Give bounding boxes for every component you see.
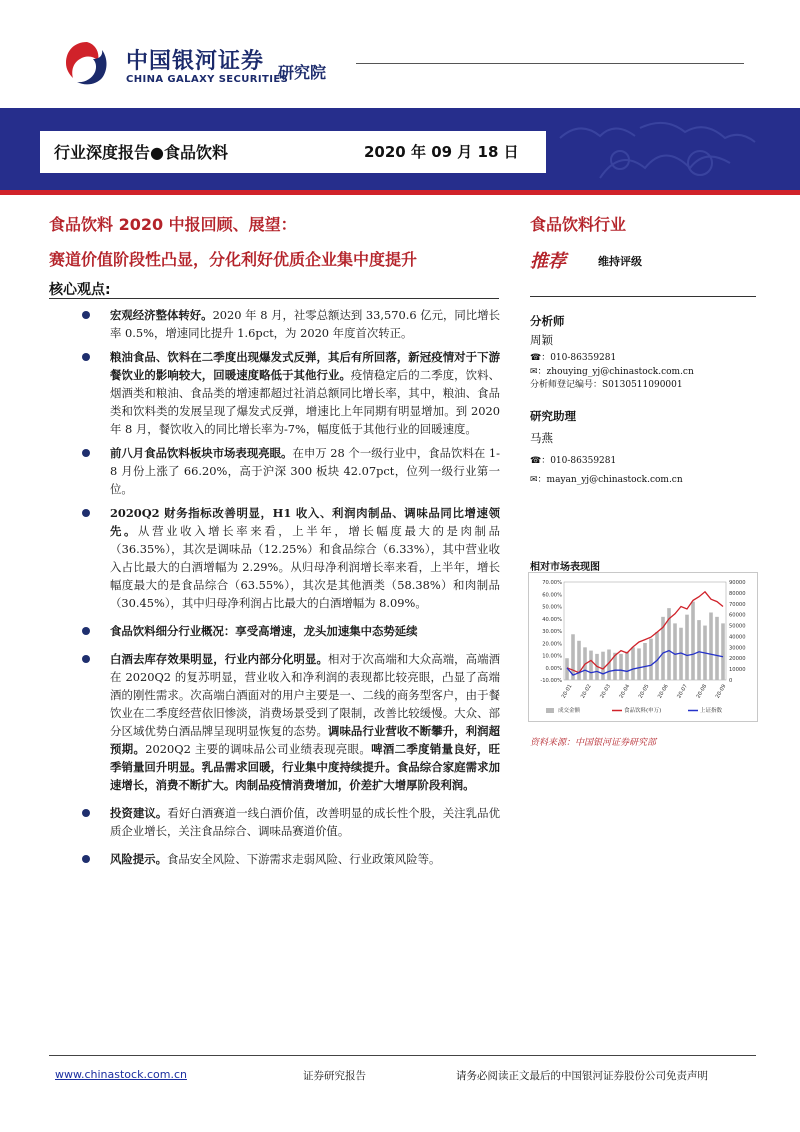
analyst-email[interactable]: ✉：zhouying_yj@chinastock.com.cn <box>530 367 694 377</box>
core-views-heading: 核心观点: <box>49 282 111 298</box>
assistant-name: 马燕 <box>530 431 553 445</box>
report-title-line2: 赛道价值阶段性凸显，分化利好优质企业集中度提升 <box>49 250 418 269</box>
bullet-lead: 白酒去库存效果明显，行业内部分化明显。 <box>110 652 328 666</box>
bullet-lead-3: 啤酒二季度销量良好，旺季销量回升明显。乳品需求回暖，行业集中度持续提升。食品综合家庭需求加速增长，消费不断扩大。肉制品疫情消费增加，价差扩大增厚阶段利润。 <box>110 742 500 792</box>
banner-red-stripe <box>0 190 800 195</box>
volume-bar <box>685 615 689 680</box>
volume-bar <box>655 632 659 680</box>
y-right-tick-label: 30000 <box>729 645 746 652</box>
y-left-tick-label: 70.00% <box>542 580 562 586</box>
bullet-item <box>76 650 500 794</box>
y-right-tick-label: 10000 <box>729 667 746 674</box>
volume-bar <box>589 651 593 680</box>
footer-disclaimer: 请务必阅读正文最后的中国银河证券股份公司免责声明 <box>456 1070 708 1082</box>
relative-performance-chart <box>528 572 758 722</box>
core-rule <box>49 298 499 299</box>
logo-cn: 中国银河证券 <box>126 49 265 74</box>
volume-bar <box>577 641 581 680</box>
volume-bar <box>631 647 635 680</box>
analyst-phone: ☎：010-86359281 <box>530 353 617 363</box>
bullet-lead: 2020Q2 财务指标改善明显，H1 收入、利润肉制品、调味品同比增速领先。 <box>110 506 500 538</box>
y-left-tick-label: 20.00% <box>542 641 562 648</box>
core-views-list <box>76 302 500 874</box>
rating-note: 维持评级 <box>598 255 642 268</box>
y-right-tick-label: 60000 <box>729 612 746 619</box>
volume-bar <box>721 623 725 680</box>
y-left-tick-label: 10.00% <box>542 653 562 660</box>
bullet-item <box>76 804 500 840</box>
bullet-text: 2020 年 8 月，社零总额达到 33,570.6 亿元，同比增长率 0.5%，增速同比提升 1.6pct，为 2020 年度首次转正。 <box>110 308 500 340</box>
analyst-label: 分析师 <box>530 314 565 328</box>
x-tick-label: 20-09 <box>714 683 728 700</box>
footer-website-link[interactable]: www.chinastock.com.cn <box>55 1068 187 1081</box>
bullet-text: 在申万 28 个一级行业中，食品饮料在 1-8 月份上涨了 66.20%，高于沪深 300 板块 42.07pct，位列一级行业第一位。 <box>110 446 500 496</box>
y-right-tick-label: 20000 <box>729 656 746 663</box>
bullet-lead: 宏观经济整体转好。 <box>110 308 213 322</box>
volume-bar <box>625 652 629 680</box>
x-tick-label: 20-03 <box>599 683 613 700</box>
volume-bar <box>619 654 623 680</box>
volume-bar <box>715 617 719 680</box>
y-right-tick-label: 90000 <box>729 580 746 586</box>
bullet-text: 从营业收入增长率来看，上半年，增长幅度最大的是肉制品（36.35%），其次是调味品（12.25%）和食品综合（6.33%），其中营业收入占比最大的白酒增幅为 2.29%。从归母净利润增长率来看，上半年，增长幅度最大的是食品综合（63.55%），其次是其他酒类（58.38%）和肉制品（30.45%），其中归母净利润占比最大的白酒增幅为 8.09%。 <box>110 524 500 610</box>
assistant-phone: ☎：010-86359281 <box>530 456 617 466</box>
bullet-lead: 粮油食品、饮料在二季度出现爆发式反弹，其后有所回落，新冠疫情对于下游餐饮业的影响较大，回暖速度略低于其他行业。 <box>110 350 500 382</box>
bullet-dot-icon <box>82 855 90 863</box>
y-left-tick-label: 40.00% <box>542 616 562 623</box>
bullet-dot-icon <box>82 449 90 457</box>
footer-report-label: 证券研究报告 <box>303 1070 366 1082</box>
x-tick-label: 20-04 <box>618 683 632 700</box>
bullet-item <box>76 444 500 498</box>
bullet-lead: 食品饮料细分行业概况：享受高增速，龙头加速集中态势延续 <box>110 624 418 638</box>
right-rule <box>530 296 756 297</box>
logo-icon <box>62 38 112 88</box>
x-tick-label: 20-07 <box>676 683 690 700</box>
bullet-text-2: 2020Q2 主要的调味品公司业绩表现亮眼。 <box>145 742 372 756</box>
bullet-text: 食品安全风险、下游需求走弱风险、行业政策风险等。 <box>166 852 441 866</box>
bullet-text: 看好白酒赛道一线白酒价值，改善明显的成长性个股，关注乳品优质企业增长，关注食品综合、调味品赛道价值。 <box>110 806 500 838</box>
bullet-lead: 前八月食品饮料板块市场表现亮眼。 <box>110 446 293 460</box>
y-right-tick-label: 40000 <box>729 634 746 641</box>
bullet-text: 疫情稳定后的二季度，饮料、烟酒类和粮油、食品类的增速都超过社消总额同比增长率，其中，粮油、食品类和饮料类的发展呈现了爆发式反弹，增速比上年同期有明显增加。到 2020 年 8 月，餐饮收入的同比增长率为-7%，幅度低于其他行业的回暖速度。 <box>110 368 500 436</box>
bullet-lead: 投资建议。 <box>110 806 168 820</box>
x-tick-label: 20-08 <box>695 683 709 700</box>
y-left-tick-label: 0.00% <box>545 665 562 672</box>
legend-swatch <box>546 708 554 713</box>
legend-label: 食品饮料(申万) <box>624 708 662 714</box>
legend-label: 上证指数 <box>700 708 723 714</box>
bullet-item <box>76 348 500 438</box>
bullet-dot-icon <box>82 809 90 817</box>
y-left-tick-label: 50.00% <box>542 604 562 611</box>
bullet-item <box>76 622 500 640</box>
y-right-tick-label: 70000 <box>729 601 746 608</box>
bullet-item <box>76 306 500 342</box>
volume-bar <box>601 652 605 680</box>
logo-en: CHINA GALAXY SECURITIES <box>126 74 289 85</box>
chart-source: 资料来源：中国银河证券研究部 <box>530 738 657 748</box>
volume-bar <box>649 639 653 680</box>
rating: 推荐 <box>530 251 566 272</box>
bullet-dot-icon <box>82 509 90 517</box>
bullet-dot-icon <box>82 311 90 319</box>
y-left-tick-label: 30.00% <box>542 629 562 635</box>
x-tick-label: 20-06 <box>657 683 670 700</box>
volume-bar <box>709 612 713 680</box>
report-type: 行业深度报告●食品饮料 <box>54 143 228 162</box>
y-left-tick-label: -10.00% <box>540 678 562 684</box>
bullet-lead: 风险提示。 <box>110 852 167 866</box>
analyst-name: 周颖 <box>530 333 553 347</box>
bullet-lead-2: 调味品行业营收不断攀升，利润超预期。 <box>110 724 500 756</box>
header-rule <box>356 63 744 64</box>
volume-bar <box>691 602 695 680</box>
analyst-registration: 分析师登记编号：S0130511090001 <box>530 380 683 390</box>
x-tick-label: 20-02 <box>580 683 593 700</box>
bullet-dot-icon <box>82 627 90 635</box>
bullet-item <box>76 504 500 612</box>
bullet-item <box>76 850 500 868</box>
report-date: 2020 年 09 月 18 日 <box>364 143 519 161</box>
y-right-tick-label: 0 <box>729 678 733 684</box>
volume-bar <box>637 648 641 680</box>
volume-bar <box>673 623 677 680</box>
bullet-dot-icon <box>82 353 90 361</box>
assistant-label: 研究助理 <box>530 409 576 423</box>
y-right-tick-label: 80000 <box>729 590 746 597</box>
x-tick-label: 20-05 <box>637 683 651 700</box>
legend-label: 成交金额 <box>558 708 581 714</box>
volume-bar <box>643 643 647 680</box>
bullet-dot-icon <box>82 655 90 663</box>
footer-rule <box>49 1055 756 1056</box>
x-tick-label: 20-01 <box>560 683 574 700</box>
y-left-tick-label: 60.00% <box>542 592 562 599</box>
chart-title: 相对市场表现图 <box>530 562 600 573</box>
y-right-tick-label: 50000 <box>729 623 746 630</box>
bullet-text: 相对于次高端和大众高端，高端酒在 2020Q2 的复苏明显，营业收入和净利润的表现都比较亮眼，凸显了高端酒的刚性需求。次高端白酒面对的用户主要是一、二线的商务型客户，由于餐饮业在二季度经营依旧惨淡，消费场景受到了限制，改善比较缓慢。大众、部分区域优势白酒品牌呈现明显恢复的态势。 <box>110 652 500 738</box>
industry-name: 食品饮料行业 <box>530 215 627 234</box>
logo-institute: 研究院 <box>278 63 327 82</box>
report-title-line1: 食品饮料 2020 中报回顾、展望： <box>49 215 297 234</box>
volume-bar <box>697 620 701 680</box>
assistant-email[interactable]: ✉：mayan_yj@chinastock.com.cn <box>530 475 683 485</box>
